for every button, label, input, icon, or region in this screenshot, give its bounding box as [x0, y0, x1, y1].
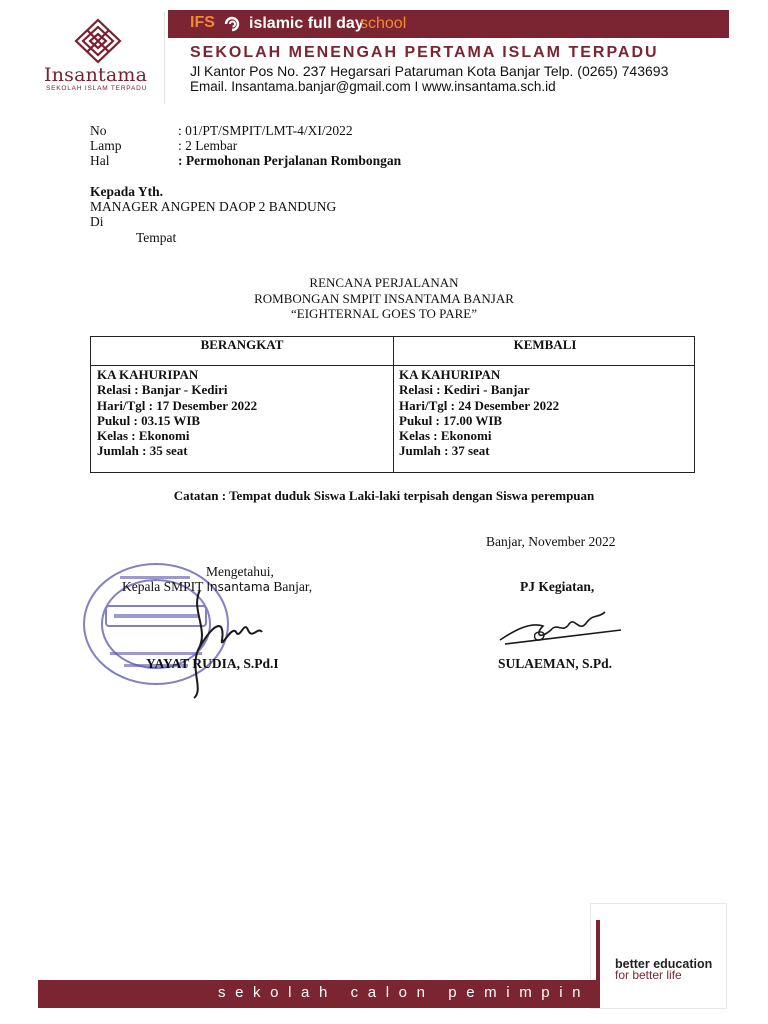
principal-title-prefix: Kepala SMPIT [122, 579, 204, 594]
acknowledged-label: Mengetahui, [206, 564, 274, 579]
return-cell [399, 367, 559, 459]
school-name: SEKOLAH MENENGAH PERTAMA ISLAM TERPADU [190, 44, 659, 61]
lamp-value: : 2 Lembar [178, 138, 238, 153]
return-seats: Jumlah : 37 seat [399, 443, 490, 459]
departure-train: KA KAHURIPAN [97, 367, 199, 382]
recipient-place: Tempat [136, 230, 177, 245]
recipient-heading: Kepada Yth. [90, 184, 164, 199]
seating-note: Catatan : Tempat duduk Siswa Laki-laki terpisah dengan Siswa perempuan [173, 488, 595, 503]
return-train: KA KAHURIPAN [399, 367, 501, 382]
principal-signature-icon [170, 580, 270, 700]
logo-wordmark: Insantama [44, 64, 148, 86]
slogan-panel [590, 903, 727, 1009]
plan-theme: “EIGHTERNAL GOES TO PARE” [291, 306, 477, 321]
departure-date: Hari/Tgl : 17 Desember 2022 [97, 397, 258, 413]
plan-title: RENCANA PERJALANAN [309, 275, 459, 290]
lamp-label: Lamp [90, 138, 122, 153]
ifs-swirl-icon [222, 14, 242, 34]
recipient-di: Di [90, 214, 104, 229]
school-contact: Email. Insantama.banjar@gmail.com I www.insantama.sch.id [190, 79, 556, 94]
ifs-tagline: islamic full day [249, 15, 364, 32]
no-value: : 01/PT/SMPIT/LMT-4/XI/2022 [178, 123, 353, 138]
principal-name: YAYAT RUDIA, S.Pd.I [146, 656, 279, 671]
column-header-return: KEMBALI [513, 337, 577, 352]
departure-time: Pukul : 03.15 WIB [97, 412, 201, 428]
departure-cell [97, 367, 257, 459]
ifs-label: IFS [190, 14, 215, 31]
return-class: Kelas : Ekonomi [399, 428, 492, 444]
column-header-departure: BERANGKAT [200, 337, 284, 352]
departure-class: Kelas : Ekonomi [97, 428, 190, 444]
coordinator-name: SULAEMAN, S.Pd. [498, 656, 613, 671]
slogan-line2: for better life [615, 968, 682, 982]
place-date: Banjar, November 2022 [486, 534, 616, 549]
footer-tagline: sekolah calon pemimpin [218, 984, 591, 1001]
hal-value: : Permohonan Perjalanan Rombongan [178, 153, 402, 168]
principal-title-brand: Insantama [206, 580, 270, 594]
ifs-school-word: school [360, 15, 407, 32]
no-label: No [90, 123, 107, 138]
recipient-name: MANAGER ANGPEN DAOP 2 BANDUNG [90, 199, 337, 214]
departure-seats: Jumlah : 35 seat [97, 443, 188, 459]
coordinator-title: PJ Kegiatan, [520, 579, 595, 594]
plan-subtitle: ROMBONGAN SMPIT INSANTAMA BANJAR [254, 291, 514, 306]
principal-title-suffix: Banjar, [273, 579, 313, 594]
coordinator-signature-icon [495, 600, 625, 650]
insantama-logo-icon [74, 18, 122, 64]
departure-route: Relasi : Banjar - Kediri [97, 382, 228, 398]
return-date: Hari/Tgl : 24 Desember 2022 [399, 397, 560, 413]
logo-subtitle: SEKOLAH ISLAM TERPADU [46, 85, 148, 92]
slogan-line1: better education [615, 957, 713, 971]
return-time: Pukul : 17.00 WIB [399, 412, 503, 428]
travel-plan-table [90, 336, 695, 473]
hal-label: Hal [90, 153, 110, 168]
school-address: Jl Kantor Pos No. 237 Hegarsari Pataruman Kota Banjar Telp. (0265) 743693 [190, 63, 669, 79]
return-route: Relasi : Kediri - Banjar [399, 382, 530, 398]
